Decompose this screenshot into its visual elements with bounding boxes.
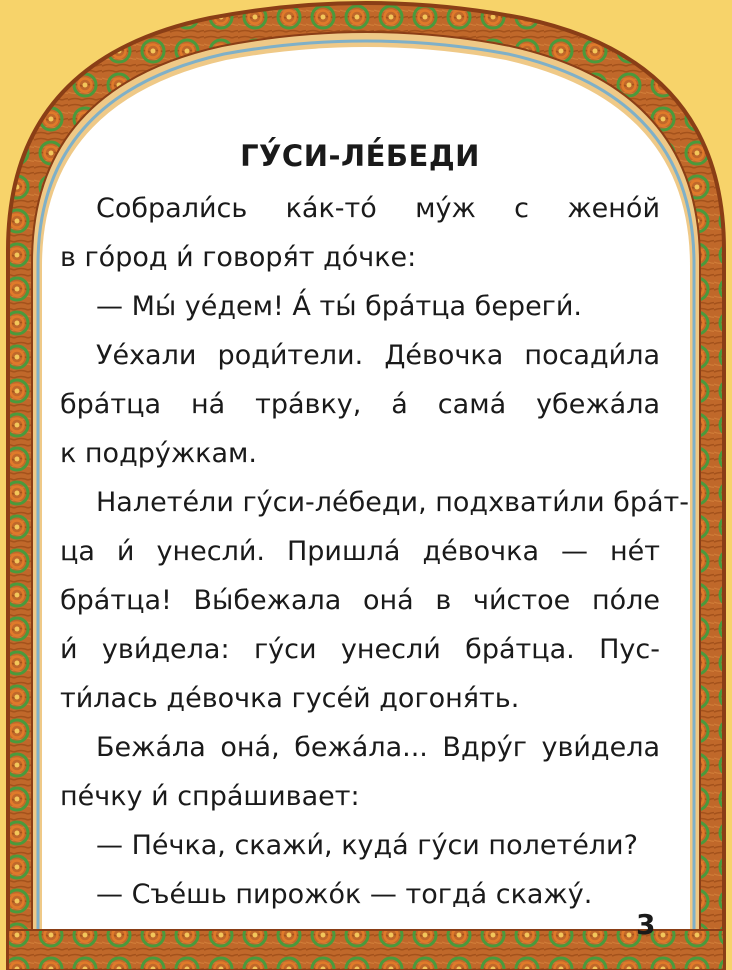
text-line: — Пе́чка, скажи́, куда́ гу́си полете́ли?: [96, 830, 638, 861]
text-line: Налете́ли гу́си-ле́беди, подхвати́ли бра́т-: [96, 487, 689, 518]
text-line: к подру́жкам.: [60, 438, 257, 469]
text-line: Уе́хали роди́тели. Де́вочка посади́ла: [96, 340, 660, 371]
page-number: 3: [636, 908, 656, 941]
story-title: ГУ́СИ-ЛЕ́БЕДИ: [240, 139, 480, 173]
text-line: бра́тца на́ тра́вку, а́ сама́ убежа́ла: [60, 389, 660, 420]
text-line: — Мы́ уе́дем! А́ ты́ бра́тца береги́.: [96, 291, 582, 322]
text-line: в го́род и́ говоря́т до́чке:: [60, 242, 417, 273]
text-line: — Съе́шь пирожо́к — тогда́ скажу́.: [96, 879, 593, 910]
text-line: ца и́ унесли́. Пришла́ де́вочка — не́т: [60, 536, 660, 567]
text-line: и́ уви́дела: гу́си унесли́ бра́тца. Пус-: [60, 634, 660, 665]
story-lines: [60, 184, 689, 919]
text-line: пе́чку и́ спра́шивает:: [60, 781, 360, 812]
text-line: ти́лась де́вочка гусе́й догоня́ть.: [60, 683, 520, 714]
text-line: бра́тца! Вы́бежала она́ в чи́стое по́ле: [60, 585, 660, 616]
text-line: Бежа́ла она́, бежа́ла... Вдру́г уви́дела: [96, 732, 660, 763]
text-line: Собрали́сь ка́к-то́ му́ж с жено́й: [96, 193, 660, 224]
story-text: [60, 136, 689, 910]
